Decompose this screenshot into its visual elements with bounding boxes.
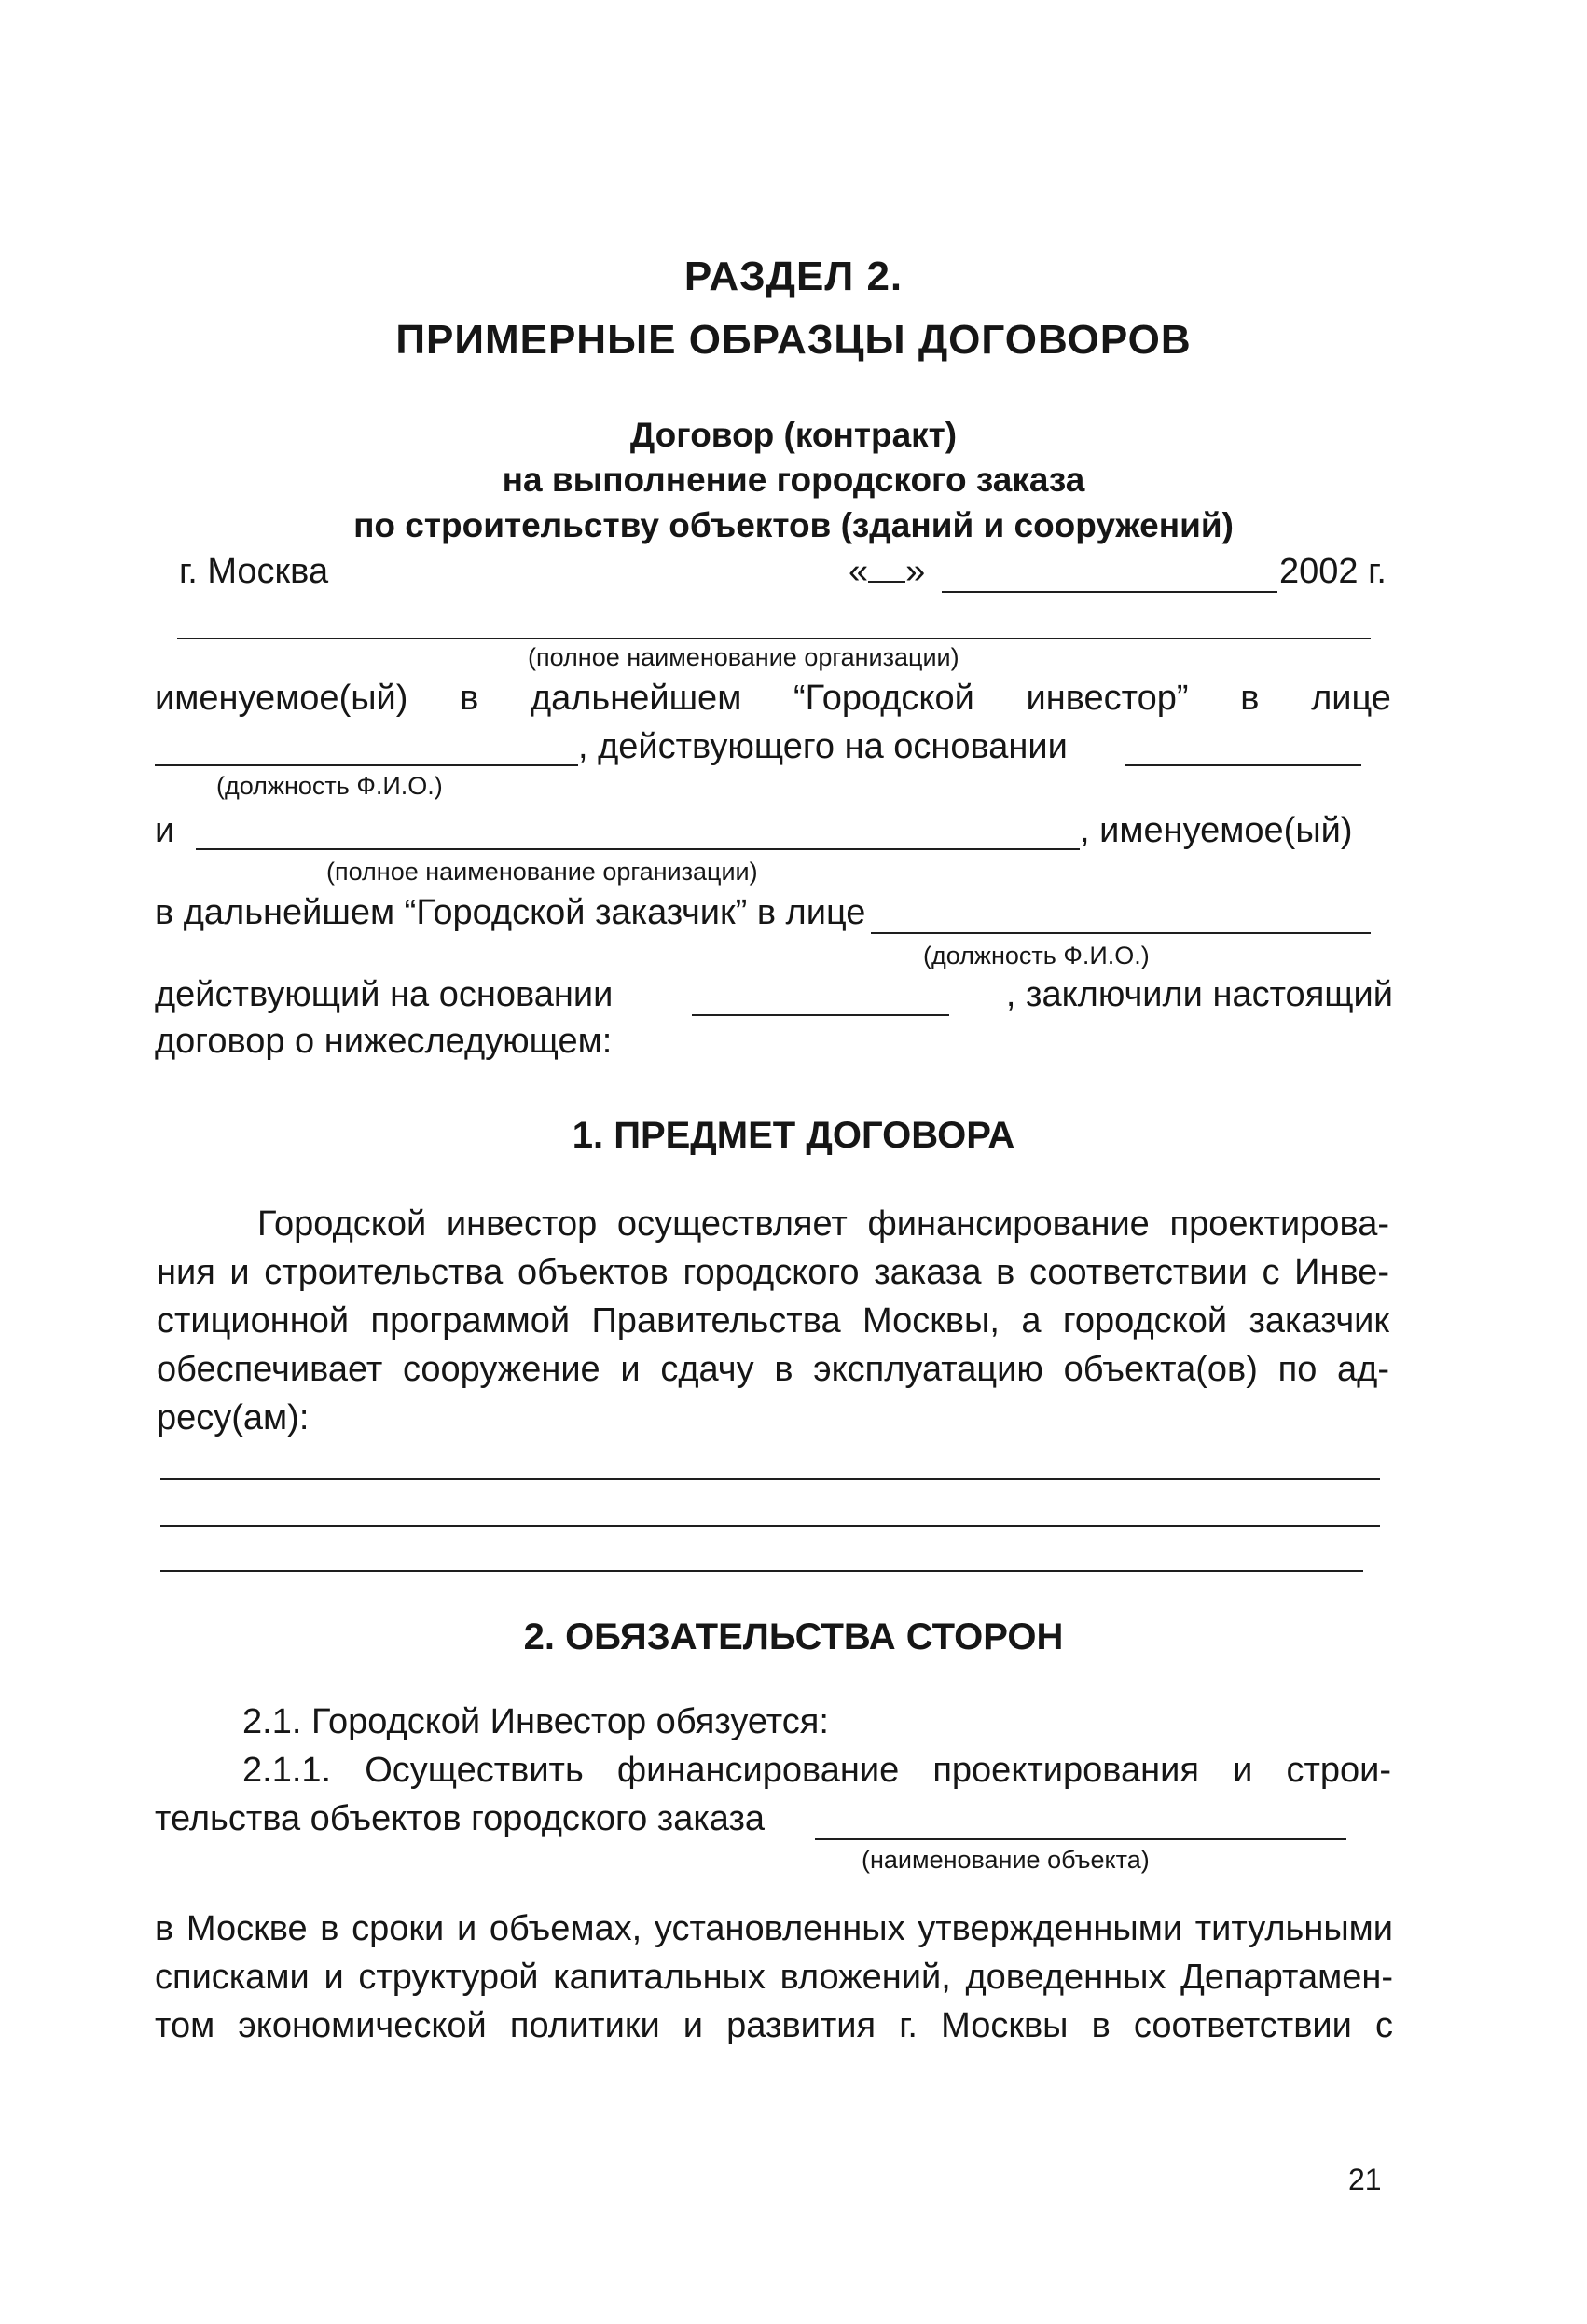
word: в	[1240, 679, 1260, 718]
word: дальнейшем	[530, 679, 742, 718]
acting-basis-text-2a: действующий на основании	[155, 975, 614, 1014]
investor-line	[155, 679, 1391, 719]
address-blank-3	[160, 1570, 1363, 1572]
city-label: г. Москва	[179, 552, 329, 591]
word: “Городской	[794, 679, 974, 718]
basis-blank-2	[692, 1014, 949, 1016]
word: именуемое(ый)	[155, 679, 408, 718]
para-2-line-1: в Москве в сроки и объемах, установленных утвержденными титульными	[155, 1909, 1393, 1948]
caption-position-2: (должность Ф.И.О.)	[923, 942, 1150, 969]
basis-blank-1	[1125, 764, 1361, 766]
word: инвестор”	[1026, 679, 1189, 718]
position-blank-2	[871, 932, 1371, 934]
clause-2-1: 2.1. Городской Инвестор обязуется:	[242, 1702, 829, 1741]
address-blank-2	[160, 1525, 1380, 1527]
para-2-line-3: том экономической политики и развития г. Москвы в соответствии с	[155, 2006, 1393, 2045]
para-2-line-2: списками и структурой капитальных вложений, доведенных Департамен-	[155, 1958, 1393, 1997]
page-number: 21	[1348, 2163, 1382, 2196]
caption-position-1: (должность Ф.И.О.)	[216, 772, 443, 800]
org-name-blank-2	[196, 848, 1080, 850]
customer-line: в дальнейшем “Городской заказчик” в лице	[155, 893, 866, 932]
quote-open: «	[849, 552, 869, 591]
para-1-line-4: обеспечивает сооружение и сдачу в эксплуатацию объекта(ов) по ад-	[157, 1350, 1389, 1389]
caption-org-name-1: (полное наименование организации)	[528, 643, 959, 671]
para-1-line-3: стиционной программой Правительства Москвы, а городской заказчик	[157, 1301, 1389, 1341]
caption-org-name-2: (полное наименование организации)	[326, 858, 758, 886]
clause-2-1-1-line-1: 2.1.1. Осуществить финансирование проектирования и строи-	[242, 1751, 1391, 1790]
year-label: 2002 г.	[1279, 552, 1387, 591]
position-blank-1	[155, 764, 578, 766]
section-title: ПРИМЕРНЫЕ ОБРАЗЦЫ ДОГОВОРОВ	[395, 317, 1192, 363]
month-blank	[942, 591, 1277, 593]
named-text-2: , именуемое(ый)	[1080, 811, 1353, 850]
acting-basis-text-2b: , заключили настоящий	[1005, 975, 1393, 1014]
day-blank	[868, 553, 905, 583]
section-number: РАЗДЕЛ 2.	[683, 254, 904, 299]
and-label: и	[155, 811, 175, 850]
contract-title-line-2: на выполнение городского заказа	[502, 461, 1085, 499]
contract-title-line-1: Договор (контракт)	[629, 416, 958, 454]
clause-2-1-1-line-2: тельства объектов городского заказа	[155, 1799, 766, 1838]
heading-obligations: 2. ОБЯЗАТЕЛЬСТВА СТОРОН	[523, 1616, 1064, 1657]
contract-title-line-3: по строительству объектов (зданий и сооружений)	[353, 506, 1234, 544]
object-name-blank	[815, 1838, 1346, 1840]
heading-subject: 1. ПРЕДМЕТ ДОГОВОРА	[572, 1115, 1015, 1156]
word: лице	[1311, 679, 1391, 718]
quote-close: »	[905, 552, 926, 591]
acting-basis-text-1: , действующего на основании	[578, 727, 1068, 766]
para-1-line-5: ресу(ам):	[157, 1398, 310, 1437]
para-1-line-1: Городской инвестор осуществляет финансирование проектирова-	[257, 1204, 1389, 1244]
address-blank-1	[160, 1478, 1380, 1480]
para-1-line-2: ния и строительства объектов городского заказа в соответствии с Инве-	[157, 1253, 1389, 1292]
caption-object-name: (наименование объекта)	[862, 1846, 1150, 1874]
agreement-line: договор о нижеследующем:	[155, 1022, 613, 1061]
date-day-field	[849, 552, 925, 592]
org-name-blank-1	[177, 638, 1371, 639]
word: в	[460, 679, 479, 718]
